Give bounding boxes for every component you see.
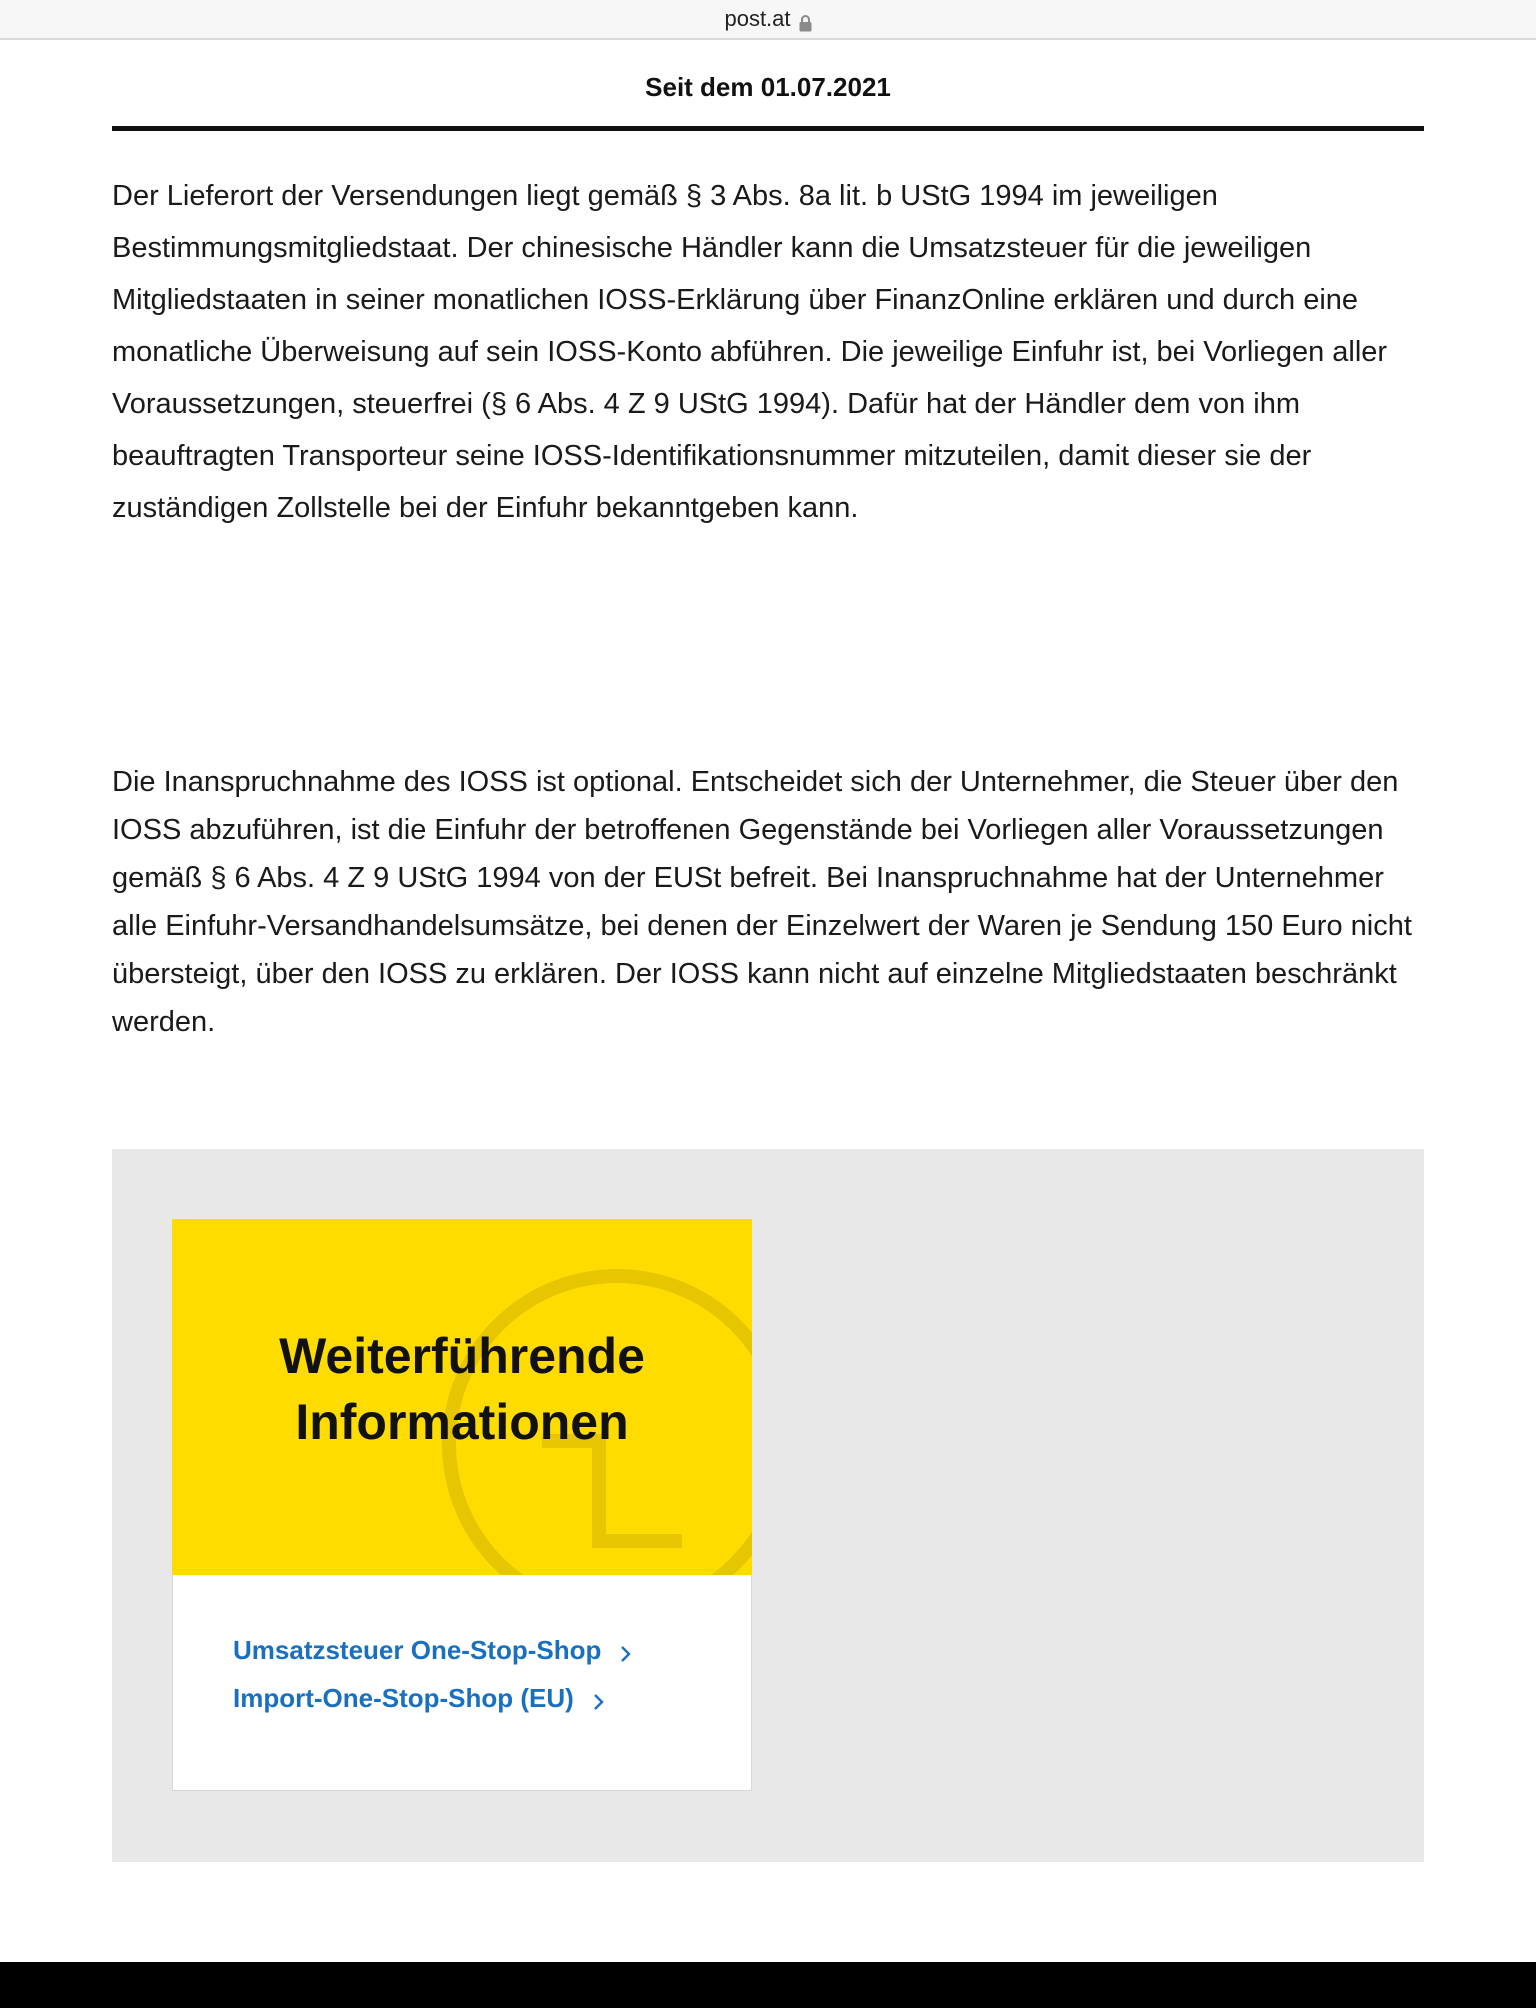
link-import-oss[interactable] <box>233 1674 633 1722</box>
further-info-section <box>112 1149 1424 1862</box>
info-card <box>172 1219 752 1791</box>
address-bar[interactable] <box>0 0 1536 40</box>
body-paragraph-delivery: Der Lieferort der Versendungen liegt gemäß § 3 Abs. 8a lit. b UStG 1994 im jeweiligen Bestimmungsmitgliedstaat. Der chinesische Händler kann die Umsatzsteuer für die jeweiligen Mitgliedstaaten in seiner monatlichen IOSS-Erklärung über FinanzOnline erklären und durch eine monatliche Überweisung auf sein IOSS-Konto abführen. Die jeweilige Einfuhr ist, bei Vorliegen aller Voraussetzungen, steuerfrei (§ 6 Abs. 4 Z 9 UStG 1994). Dafür hat der Händler dem von ihm beauftragten Transporteur seine IOSS-Identifikationsnummer mitzuteilen, damit dieser sie der zuständigen Zollstelle bei der Einfuhr bekanntgeben kann. <box>112 180 1388 524</box>
chevron-right-icon <box>592 1688 606 1708</box>
footer-bar <box>0 1962 1536 2008</box>
info-link-list <box>233 1626 633 1722</box>
body-paragraph-ioss-optional: Die Inanspruchnahme des IOSS ist optional. Entscheidet sich der Unternehmer, die Steuer über den IOSS abzuführen, ist die Einfuhr der betroffenen Gegenstände bei Vorliegen aller Voraussetzungen gemäß § 6 Abs. 4 Z 9 UStG 1994 von der EUSt befreit. Bei Inanspruchnahme hat der Unternehmer alle Einfuhr-Versandhandelsumsätze, bei denen der Einzelwert der Waren je Sendung 150 Euro nicht übersteigt, über den IOSS zu erklären. Der IOSS kann nicht auf einzelne Mitgliedstaaten beschränkt werden. <box>112 766 1412 1038</box>
lock-icon <box>799 12 812 29</box>
link-label[interactable]: Import-One-Stop-Shop (EU) <box>233 1682 574 1713</box>
link-umsatzsteuer-oss[interactable] <box>233 1626 633 1674</box>
link-label[interactable]: Umsatzsteuer One-Stop-Shop <box>233 1634 602 1665</box>
info-card-title: Weiterführende Informationen <box>279 1328 645 1450</box>
section-date-heading: Seit dem 01.07.2021 <box>645 72 891 102</box>
url-text[interactable]: post.at <box>724 6 791 31</box>
heading-divider <box>112 126 1424 131</box>
info-card-header <box>172 1219 752 1575</box>
chevron-right-icon <box>619 1640 633 1660</box>
